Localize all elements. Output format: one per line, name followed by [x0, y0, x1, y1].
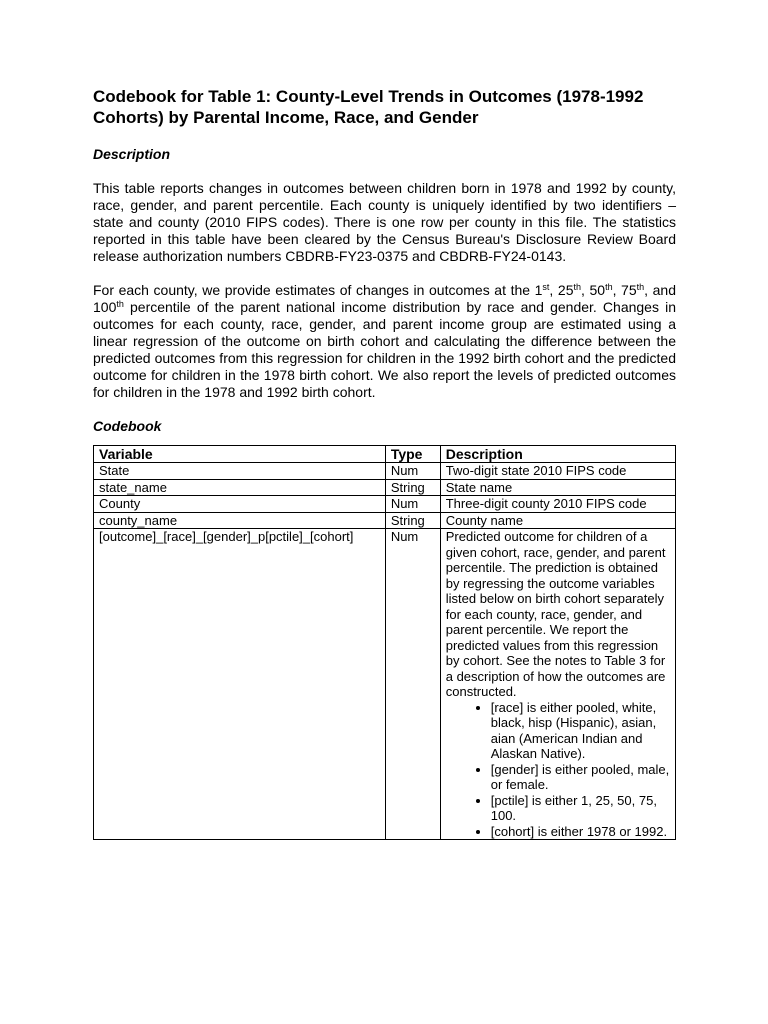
- table-row: [94, 479, 676, 496]
- list-item: • [gender] is either pooled, male, or female.: [491, 762, 670, 793]
- header-type: Type: [385, 446, 440, 463]
- cell-description: State name: [440, 479, 675, 496]
- outcome-description-text: Predicted outcome for children of a given cohort, race, gender, and parent percentile. The prediction is obtained by regressing the outcome variables listed below on birth cohort separately for each county, race, gender, and parent percentile. We report the predicted values from this regression by cohort. See the notes to Table 3 for a description of how the outcomes are constructed.: [445, 529, 666, 699]
- cell-description: County name: [440, 512, 675, 529]
- table-row: [94, 463, 676, 480]
- codebook-table: [93, 445, 676, 840]
- table-header-row: [94, 446, 676, 463]
- cell-description: [440, 529, 675, 840]
- header-variable: Variable: [94, 446, 386, 463]
- cell-description: Three-digit county 2010 FIPS code: [440, 496, 675, 513]
- description-paragraph-1: This table reports changes in outcomes between children born in 1978 and 1992 by county, race, gender, and parent percentile. Each county is uniquely identified by two identifiers – state and county (2010 FIPS codes). There is one row per county in this file. The statistics reported in this table have been cleared by the Census Bureau's Disclosure Review Board release authorization numbers CBDRB-FY23-0375 and CBDRB-FY24-0143.: [93, 180, 676, 264]
- cell-type: Num: [385, 496, 440, 513]
- list-item: • [cohort] is either 1978 or 1992.: [491, 824, 670, 840]
- cell-type: Num: [385, 463, 440, 480]
- list-item: • [pctile] is either 1, 25, 50, 75, 100.: [491, 793, 670, 824]
- header-description: Description: [440, 446, 675, 463]
- description-paragraph-2: For each county, we provide estimates of changes in outcomes at the 1st, 25th, 50th, 75th, and 100th percentile of the parent national income distribution by race and gender. Changes in outcomes for each county, race, gender, and parent income group are estimated using a linear regression of the outcome on birth cohort and calculating the difference between the predicted outcomes from this regression for children in the 1992 birth cohort and the predicted outcome for children in the 1978 birth cohort. We also report the levels of predicted outcomes for children in the 1978 and 1992 birth cohort.: [93, 282, 676, 400]
- document-title: Codebook for Table 1: County-Level Trends in Outcomes (1978-1992 Cohorts) by Parental Income, Race, and Gender: [93, 87, 644, 127]
- cell-type: Num: [385, 529, 440, 840]
- description-bullet-list: [446, 700, 670, 840]
- cell-variable: State: [94, 463, 386, 480]
- cell-variable: county_name: [94, 512, 386, 529]
- table-row: [94, 529, 676, 840]
- codebook-heading: Codebook: [93, 418, 162, 434]
- cell-type: String: [385, 512, 440, 529]
- document-page: [93, 86, 676, 840]
- table-row: [94, 496, 676, 513]
- cell-description: Two-digit state 2010 FIPS code: [440, 463, 675, 480]
- cell-variable: state_name: [94, 479, 386, 496]
- cell-type: String: [385, 479, 440, 496]
- cell-variable: County: [94, 496, 386, 513]
- list-item: • [race] is either pooled, white, black, hisp (Hispanic), asian, aian (American Indian and Alaskan Native).: [491, 700, 670, 762]
- cell-variable: [outcome]_[race]_[gender]_p[pctile]_[cohort]: [94, 529, 386, 840]
- description-heading: Description: [93, 146, 171, 162]
- table-row: [94, 512, 676, 529]
